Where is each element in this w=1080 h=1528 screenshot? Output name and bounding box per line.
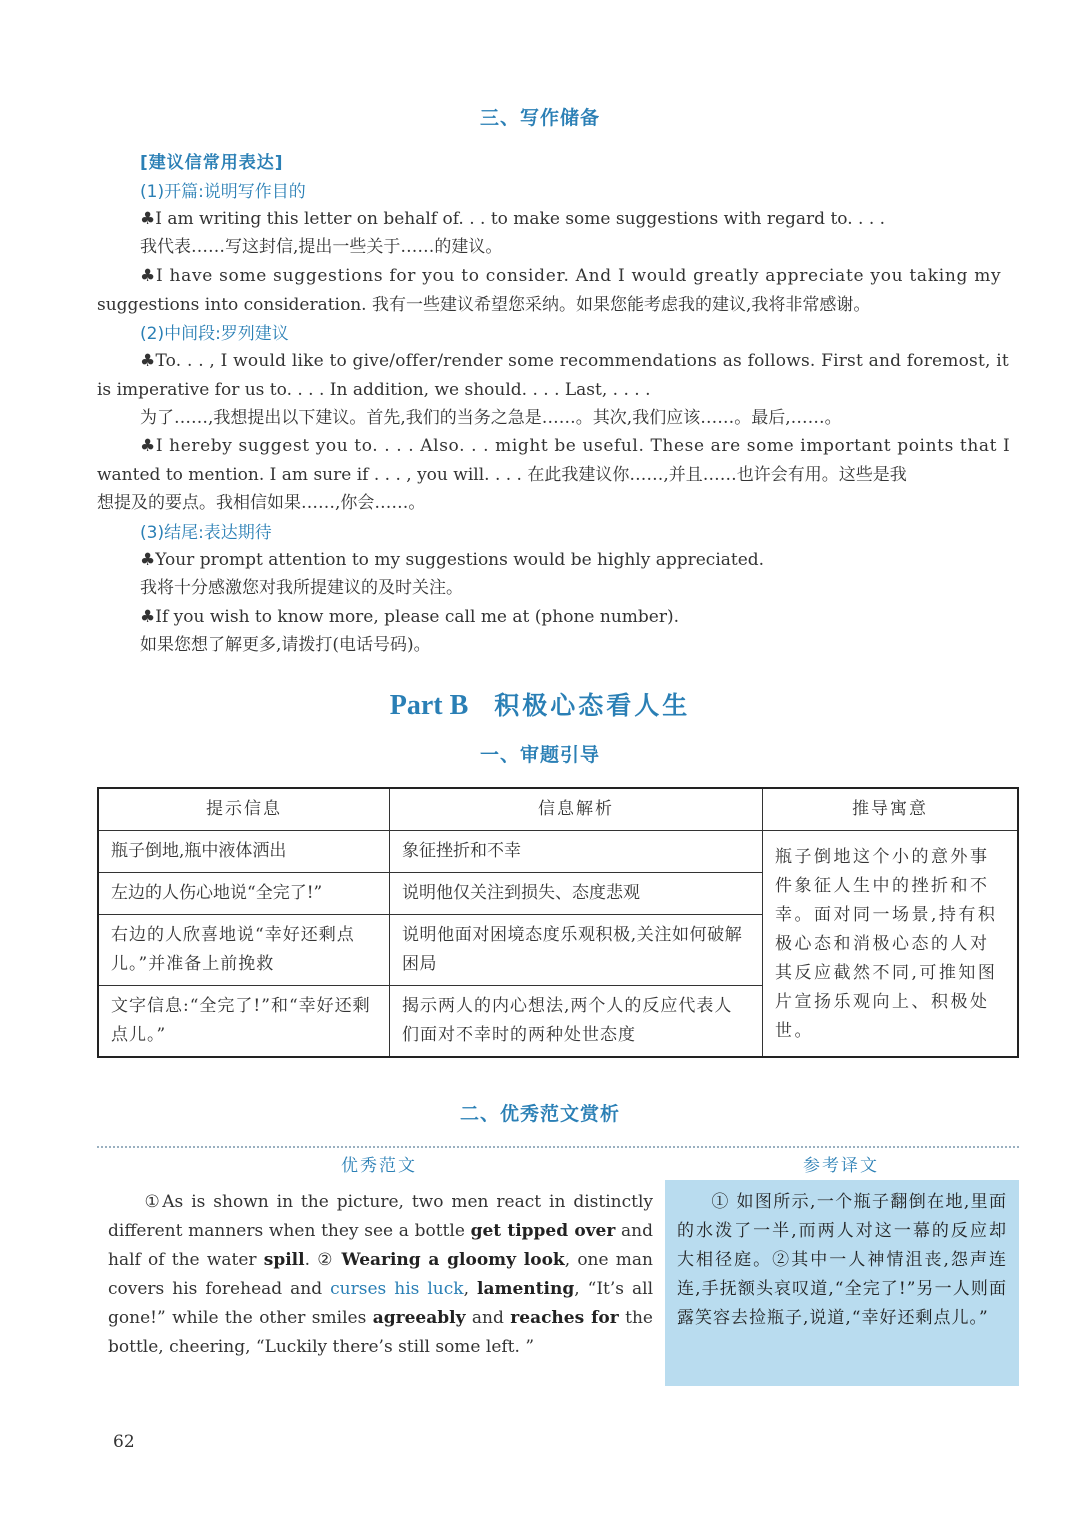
section-title-model-essay: 二、优秀范文赏析 [459,1103,620,1125]
translation-text [677,1188,1007,1333]
table-header-cell: 推导寓意 [763,788,1018,831]
paragraph-3-cn: 为了……,我想提出以下建议。首先,我们的当务之急是……。其次,我们应该……。最后,……。 [140,408,842,428]
paragraph-1-en-text: I am writing this letter on behalf of. . . to make some suggestions with regard to. . . . [155,209,886,229]
paragraph-3-line2: is imperative for us to. . . . In addition, we should. . . . Last, . . . . [97,380,651,400]
paragraph-5-cn: 我将十分感激您对我所提建议的及时关注。 [140,578,463,598]
essay-key-phrase: lamenting [477,1279,575,1299]
table-cell: 揭示两人的内心想法,两个人的反应代表人们面对不幸时的两种处世态度 [389,986,762,1058]
club-bullet-icon: ♣ [140,436,156,456]
paragraph-1-cn: 我代表……写这封信,提出一些关于……的建议。 [140,237,503,257]
essay-key-phrase: agreeably [372,1308,466,1328]
paragraph-4-line2: wanted to mention. I am sure if . . . , you will. . . . 在此我建议你……,并且……也许会有用。这些是我 [97,465,907,485]
part-b-heading [0,686,1080,722]
paragraph-6-en-text: If you wish to know more, please call me at (phone number). [155,607,680,627]
subheading-middle: (2)中间段:罗列建议 [140,324,289,344]
club-bullet-icon: ♣ [140,266,156,286]
essay-key-phrase: reaches for [510,1308,619,1328]
paragraph-4-line3: 想提及的要点。我相信如果……,你会……。 [97,493,426,513]
table-cell: 说明他面对困境态度乐观积极,关注如何破解困局 [389,915,762,986]
essay-text: the bottle, cheering, “Luckily there’s still some left. ” [108,1308,653,1357]
club-bullet-icon: ♣ [140,209,156,229]
essay-key-phrase: get tipped over [470,1221,616,1241]
page-number: 62 [113,1432,135,1452]
table-header-cell: 信息解析 [389,788,762,831]
table-cell: 象征挫折和不幸 [389,831,762,873]
subheading-closing: (3)结尾:表达期待 [140,523,272,543]
translation-body: ① 如图所示,一个瓶子翻倒在地,里面的水泼了一半,而两人对这一幕的反应却大相径庭。②其中一人神情沮丧,怨声连连,手抚额头哀叹道,“全完了!”另一人则面露笑容去捡瓶子,说道,“幸好还剩点儿。” [677,1192,1007,1328]
essay-text: and half of the water [108,1221,654,1270]
paragraph-3-line1 [140,347,1009,376]
table-cell: 左边的人伤心地说“全完了!” [98,873,389,915]
analysis-table [97,787,1019,1058]
section-title-writing-prep: 三、写作储备 [479,107,600,129]
paragraph-5-en [140,546,764,575]
paragraph-3-line1-text: To. . . , I would like to give/offer/render some recommendations as follows. First and foremost, it [155,351,1009,371]
paragraph-6-cn: 如果您想了解更多,请拨打(电话号码)。 [140,635,431,655]
club-bullet-icon: ♣ [140,550,156,570]
paragraph-4-line1-text: I hereby suggest you to. . . . Also. . . might be useful. These are some important points that I [155,436,1011,456]
paragraph-2-line2: suggestions into consideration. 我有一些建议希望您采纳。如果您能考虑我的建议,我将非常感谢。 [97,295,871,315]
dotted-divider [97,1146,1019,1148]
essay-text: . ② [304,1250,342,1270]
translation-column-heading: 参考译文 [803,1156,879,1176]
essay-highlight-phrase: curses his luck [330,1279,464,1299]
table-cell: 右边的人欣喜地说“幸好还剩点儿。”并准备上前挽救 [98,915,389,986]
paragraph-6-en [140,603,679,632]
bracket-title: [建议信常用表达] [140,153,284,173]
club-bullet-icon: ♣ [140,607,156,627]
paragraph-2-line1-text: I have some suggestions for you to consider. And I would greatly appreciate you taking my [155,266,1002,286]
table-cell: 瓶子倒地,瓶中液体洒出 [98,831,389,873]
paragraph-5-en-text: Your prompt attention to my suggestions would be highly appreciated. [155,550,765,570]
table-cell: 说明他仅关注到损失、态度悲观 [389,873,762,915]
club-bullet-icon: ♣ [140,351,156,371]
essay-key-phrase: Wearing a gloomy look [341,1250,565,1270]
paragraph-4-line1 [140,432,1010,461]
essay-text: , [463,1279,478,1299]
table-merged-cell: 瓶子倒地这个小的意外事件象征人生中的挫折和不幸。面对同一场景,持有积极心态和消极心态的人对其反应截然不同,可推知图片宣扬乐观向上、积极处世。 [763,831,1018,1058]
section-title-prompt-guide: 一、审题引导 [479,744,600,766]
model-essay [108,1188,653,1362]
subheading-opening: (1)开篇:说明写作目的 [140,182,306,202]
paragraph-1-en [140,205,885,234]
essay-key-phrase: spill [263,1250,305,1270]
translation-box [665,1180,1019,1386]
essay-text: and [465,1308,511,1328]
table-row [98,831,1018,873]
table-header-cell: 提示信息 [98,788,389,831]
table-cell: 文字信息:“全完了!”和“幸好还剩点儿。” [98,986,389,1058]
essay-text: , “It’s all gone!” while the other smiles [108,1279,654,1328]
table-header-row [98,788,1018,831]
essay-column-heading: 优秀范文 [341,1156,417,1176]
essay-text: , one man covers his forehead and [108,1250,653,1299]
paragraph-2-line1 [140,262,1001,291]
part-b-title: 积极心态看人生 [494,691,691,720]
essay-text: ①As is shown in the picture, two men react in distinctly different manners when they see a bottle [108,1192,653,1241]
part-b-label: Part B [389,690,469,721]
